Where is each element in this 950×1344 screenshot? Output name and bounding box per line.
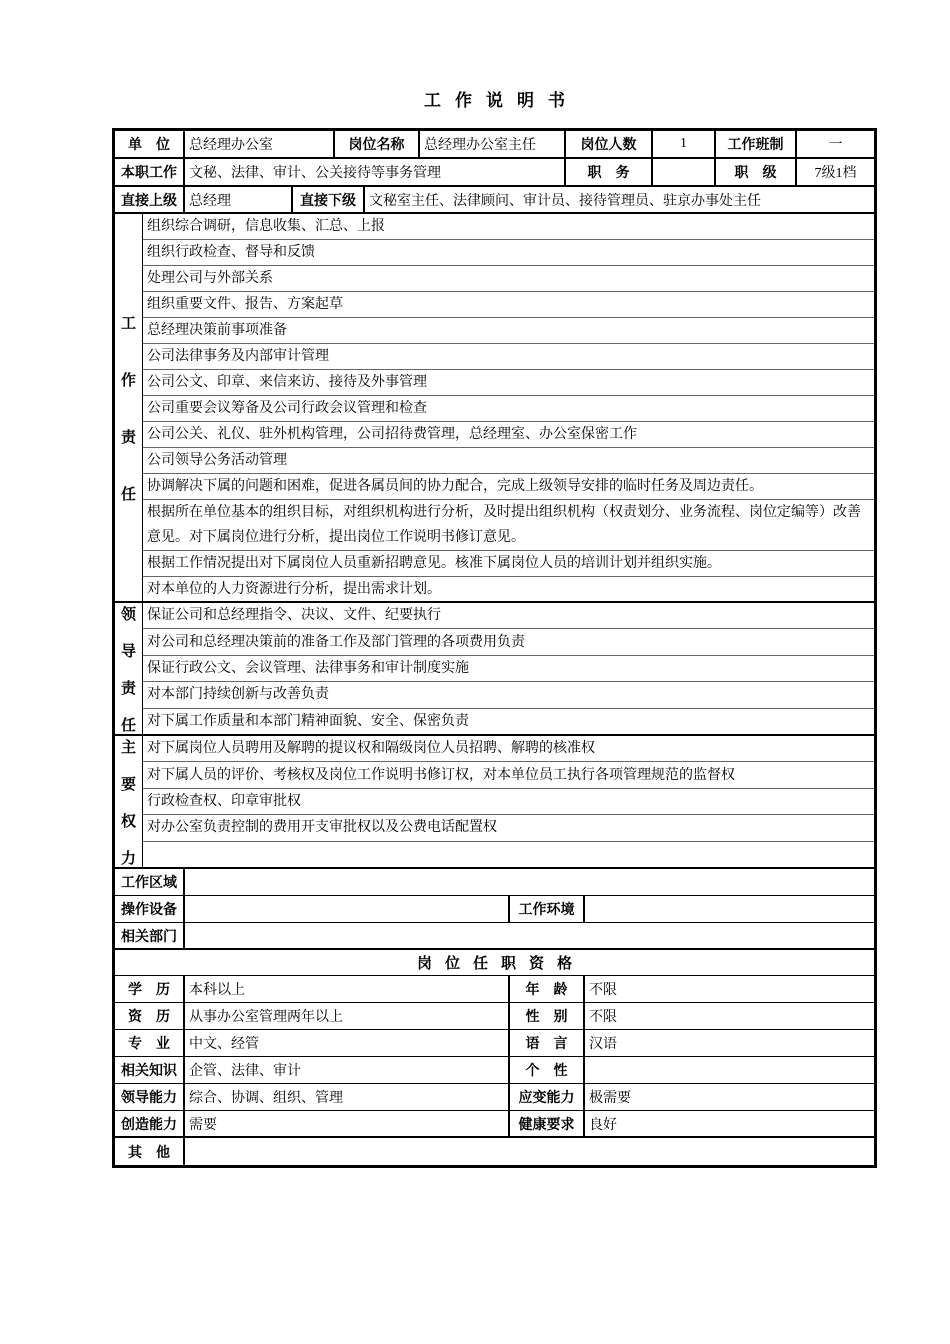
work-duty-item: 公司重要会议筹备及公司行政会议管理和检查 — [143, 396, 874, 422]
related-depts-value — [185, 923, 874, 948]
work-duty-item: 公司领导公务活动管理 — [143, 448, 874, 474]
work-duty-item: 组织行政检查、督导和反馈 — [143, 240, 874, 266]
language-label: 语 言 — [510, 1030, 585, 1056]
leadership-ability-label: 领导能力 — [115, 1084, 185, 1110]
row-equipment — [115, 896, 874, 923]
work-duty-item: 组织综合调研，信息收集、汇总、上报 — [143, 214, 874, 240]
duty-label: 职 务 — [566, 159, 653, 185]
experience-value: 从事办公室管理两年以上 — [185, 1003, 510, 1029]
shift-value: 一 — [828, 138, 843, 153]
leadership-item: 对公司和总经理决策前的准备工作及部门管理的各项费用负责 — [143, 629, 874, 655]
position-name-label: 岗位名称 — [335, 131, 420, 157]
leadership-ability-value: 综合、协调、组织、管理 — [185, 1084, 510, 1110]
section-leadership-duties — [115, 603, 874, 736]
other-value — [185, 1138, 874, 1165]
equipment-label: 操作设备 — [115, 896, 185, 922]
language-value: 汉语 — [589, 1037, 617, 1052]
shift-label: 工作班制 — [716, 131, 797, 157]
creativity-value: 需要 — [185, 1111, 510, 1136]
row-work-area — [115, 869, 874, 896]
personality-label: 个 性 — [510, 1057, 585, 1083]
creativity-label: 创造能力 — [115, 1111, 185, 1136]
education-label: 学 历 — [115, 976, 185, 1002]
vertical-label-char: 主 — [120, 738, 136, 756]
education-value: 本科以上 — [185, 976, 510, 1002]
work-area-value — [185, 869, 874, 895]
leadership-item: 保证公司和总经理指令、决议、文件、纪要执行 — [143, 603, 874, 629]
related-knowledge-label: 相关知识 — [115, 1057, 185, 1083]
leadership-vertical-label — [115, 603, 143, 734]
duty-value — [653, 159, 716, 185]
qualification-row — [115, 976, 874, 1003]
work-duty-item: 公司法律事务及内部审计管理 — [143, 344, 874, 370]
unit-label: 单 位 — [115, 131, 185, 157]
section-work-duties — [115, 214, 874, 603]
main-work-value: 文秘、法律、审计、公关接待等事务管理 — [185, 159, 566, 185]
power-item-empty — [143, 842, 874, 867]
work-duty-item: 根据工作情况提出对下属岗位人员重新招聘意见。核准下属岗位人员的培训计划并组织实施。 — [143, 551, 874, 577]
power-item: 行政检查权、印章审批权 — [143, 789, 874, 815]
adaptability-label: 应变能力 — [510, 1084, 585, 1110]
leadership-item: 保证行政公文、会议管理、法律事务和审计制度实施 — [143, 656, 874, 682]
experience-label: 资 历 — [115, 1003, 185, 1029]
leadership-items — [143, 603, 874, 734]
row-related-depts — [115, 923, 874, 950]
leadership-item: 对下属工作质量和本部门精神面貌、安全、保密负责 — [147, 713, 469, 729]
vertical-label-char: 工 — [120, 314, 136, 332]
vertical-label-char: 要 — [120, 775, 136, 793]
work-area-label: 工作区域 — [115, 869, 185, 895]
work-duty-item: 公司公关、礼仪、驻外机构管理，公司招待费管理，总经理室、办公室保密工作 — [143, 422, 874, 448]
headcount-value: 1 — [653, 131, 716, 157]
related-depts-label: 相关部门 — [115, 923, 185, 948]
main-work-label: 本职工作 — [115, 159, 185, 185]
work-duty-item: 公司公文、印章、来信来访、接待及外事管理 — [143, 370, 874, 396]
work-duties-vertical-label — [115, 214, 143, 601]
row-unit — [115, 131, 874, 159]
health-value: 良好 — [589, 1117, 617, 1133]
vertical-label-char: 作 — [120, 371, 136, 389]
work-duty-item: 对本单位的人力资源进行分析，提出需求计划。 — [147, 582, 441, 597]
power-item: 对办公室负责控制的费用开支审批权以及公费电话配置权 — [143, 815, 874, 841]
section-main-powers — [115, 736, 874, 869]
main-powers-items — [143, 736, 874, 867]
superior-label: 直接上级 — [115, 187, 185, 212]
row-main-work — [115, 159, 874, 187]
equipment-value — [185, 896, 510, 922]
gender-label: 性 别 — [510, 1003, 585, 1029]
vertical-label-char: 力 — [120, 849, 136, 867]
qualification-row — [115, 1057, 874, 1084]
work-duty-item: 组织重要文件、报告、方案起草 — [143, 292, 874, 318]
gender-value: 不限 — [589, 1010, 617, 1025]
qualification-row — [115, 1003, 874, 1030]
vertical-label-char: 责 — [120, 428, 136, 446]
superior-value: 总经理 — [185, 187, 293, 212]
row-other — [115, 1138, 874, 1165]
headcount-label: 岗位人数 — [566, 131, 653, 157]
unit-value: 总经理办公室 — [185, 131, 335, 157]
rank-label: 职 级 — [716, 159, 797, 185]
position-name-value: 总经理办公室主任 — [420, 131, 566, 157]
work-duty-item: 总经理决策前事项准备 — [143, 318, 874, 344]
age-label: 年 龄 — [510, 976, 585, 1002]
subordinate-value: 文秘室主任、法律顾问、审计员、接待管理员、驻京办事处主任 — [369, 193, 761, 209]
qualification-row — [115, 1030, 874, 1057]
rank-value: 7级1档 — [814, 166, 857, 181]
work-duty-item: 处理公司与外部关系 — [143, 266, 874, 292]
main-powers-vertical-label — [115, 736, 143, 867]
major-value: 中文、经管 — [185, 1030, 510, 1056]
subordinate-label: 直接下级 — [293, 187, 365, 212]
vertical-label-char: 任 — [120, 485, 136, 503]
row-reporting — [115, 187, 874, 214]
row-qualifications-header — [115, 950, 874, 976]
qualification-row — [115, 1084, 874, 1111]
document-title: 工作说明书 — [424, 91, 579, 110]
vertical-label-char: 权 — [120, 812, 136, 830]
vertical-label-char: 责 — [120, 679, 136, 697]
job-description-table — [112, 128, 877, 1168]
vertical-label-char: 任 — [120, 716, 136, 734]
vertical-label-char: 导 — [120, 642, 136, 660]
leadership-item: 对本部门持续创新与改善负责 — [143, 682, 874, 708]
power-item: 对下属岗位人员聘用及解聘的提议权和隔级岗位人员招聘、解聘的核准权 — [143, 736, 874, 762]
major-label: 专 业 — [115, 1030, 185, 1056]
adaptability-value: 极需要 — [589, 1091, 631, 1106]
age-value: 不限 — [589, 983, 617, 998]
work-duties-items — [143, 214, 874, 601]
personality-value — [585, 1057, 874, 1083]
work-duty-item: 根据所在单位基本的组织目标，对组织机构进行分析，及时提出组织机构（权责划分、业务流程、岗位定编等）改善意见。对下属岗位进行分析，提出岗位工作说明书修订意见。 — [143, 500, 874, 551]
environment-label: 工作环境 — [510, 896, 585, 922]
other-label: 其 他 — [115, 1138, 185, 1165]
vertical-label-char: 领 — [120, 605, 136, 623]
environment-value — [585, 896, 874, 922]
work-duty-item: 协调解决下属的问题和困难，促进各属员间的协力配合，完成上级领导安排的临时任务及周边责任。 — [143, 474, 874, 500]
qualifications-section-title: 岗位任职资格 — [416, 955, 585, 972]
power-item: 对下属人员的评价、考核权及岗位工作说明书修订权，对本单位员工执行各项管理规范的监督权 — [143, 762, 874, 788]
qualification-row — [115, 1111, 874, 1138]
health-label: 健康要求 — [510, 1111, 585, 1136]
related-knowledge-value: 企管、法律、审计 — [185, 1057, 510, 1083]
